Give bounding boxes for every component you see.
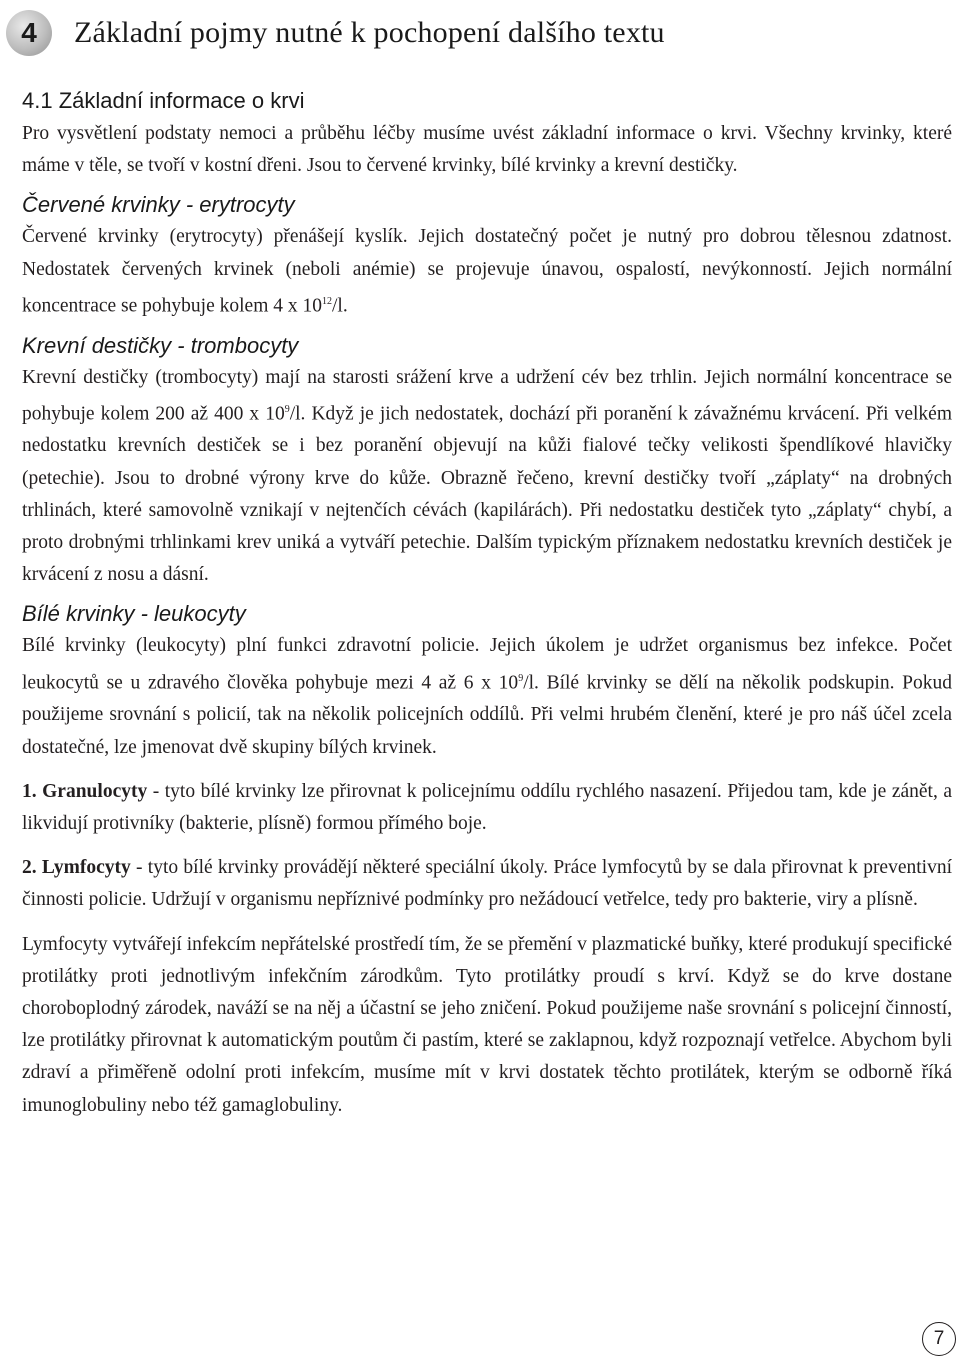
group-label: 1. Granulocyty — [22, 780, 148, 802]
group-item-lymphocytes — [22, 852, 952, 916]
leukocytes-text-a: Bílé krvinky (leukocyty) plní funkci zdravotní policie. Jejich úkolem je udržet organismus bez infekce. Počet leukocytů se u zdravého člověka pohybuje mezi 4 až 6 x 10 — [22, 635, 952, 694]
group-item-granulocytes — [22, 776, 952, 840]
closing-paragraph: Lymfocyty vytvářejí infekcím nepřátelské prostředí tím, že se přemění v plazmatické buňky, které produkují specifické protilátky proti jednotlivým infekčním zárodkům. Tyto protilátky proudí s krví. Když se do krve dostane choroboplodný zárodek, naváží se na něj a účastní se jeho zničení. Pokud použijeme naše srovnání s policejní činností, lze protilátky přirovnat k automatickým poutům či pastím, které se zaklapnou, když rozpoznají vetřelce. Abychom byli zdraví a přiměřeně odolní proti infekcím, musíme mít v krvi dostatek těchto protilátek, kterým se odborně říká imunoglobuliny nebo též gamaglobuliny. — [22, 933, 952, 1116]
thrombocytes-heading: Krevní destičky - trombocyty — [22, 332, 299, 358]
thrombocytes-paragraph — [22, 362, 952, 592]
erythrocytes-paragraph — [22, 221, 952, 322]
leukocytes-text-b: /l. Bílé krvinky se dělí na několik podskupin. Pokud použijeme srovnání s policií, tak na několik policejních oddílů. Při velmi hrubém členění, které je pro náš účel zcela dostatečné, lze jmenovat dvě skupiny bílých krvinek. — [22, 672, 952, 758]
thrombocytes-exponent: 9 — [284, 403, 290, 415]
thrombocytes-text-a: Krevní destičky (trombocyty) mají na starosti srážení krve a udržení cév bez trhlin. Jejich normální koncentrace se pohybuje kolem 200 až 400 x 10 — [22, 366, 952, 425]
group-text: - tyto bílé krvinky lze přirovnat k policejnímu oddílu rychlého nasazení. Přijedou tam, kde je zánět, a likvidují protivníky (bakterie, plísně) formou přímého boje. — [22, 780, 952, 834]
erythrocytes-text: Červené krvinky (erytrocyty) přenášejí kyslík. Jejich dostatečný počet je nutný pro dobrou tělesnou zdatnost. Nedostatek červených krvinek (neboli anémie) se projevuje únavou, ospalostí, nevýkonností. Jejich normální koncentrace se pohybuje kolem 4 x 10 — [22, 226, 952, 317]
chapter-number-badge: 4 — [6, 10, 52, 56]
group-text: - tyto bílé krvinky provádějí některé speciální úkoly. Práce lymfocytů by se dala přirovnat k preventivní činnosti policie. Udržují v organismu nepříznivé podmínky pro nežádoucí vetřelce, tedy pro bakterie, viry a plísně. — [22, 857, 952, 911]
erythrocytes-heading: Červené krvinky - erytrocyty — [22, 192, 295, 218]
intro-paragraph: Pro vysvětlení podstaty nemoci a průběhu léčby musíme uvést základní informace o krvi. Všechny krvinky, které máme v těle, se tvoří v kostní dřeni. Jsou to červené krvinky, bílé krvinky a krevní destičky. — [22, 123, 952, 177]
page-content — [22, 88, 952, 1122]
leukocytes-exponent: 9 — [518, 672, 524, 684]
leukocytes-heading: Bílé krvinky - leukocyty — [22, 601, 246, 627]
erythrocytes-unit: /l. — [332, 295, 348, 317]
thrombocytes-text-b: /l. Když je jich nedostatek, dochází při poranění k závažnému krvácení. Při velkém nedostatku krevních destiček se i bez poranění objevují na kůži fialové tečky velikosti špendlíkové hlavičky (petechie). Jsou to drobné výrony krve do kůže. Obrazně řečeno, krevní destičky tvoří „záplaty“ na drobných trhlinách, které samovolně vznikají v nejtenčích cévách (kapilárách). Při nedostatku destiček tyto „záplaty“ chybí, a proto drobnými trhlinkami krev uniká a vytváří petechie. Dalším typickým příznakem nedostatku krevních destiček je krvácení z nosu a dásní. — [22, 403, 952, 586]
section-title: 4.1 Základní informace o krvi — [22, 88, 305, 113]
group-label: 2. Lymfocyty — [22, 857, 131, 879]
chapter-title: Základní pojmy nutné k pochopení dalšího textu — [74, 16, 665, 49]
page-number: 7 — [922, 1322, 956, 1356]
erythrocytes-exponent: 12 — [322, 295, 332, 307]
chapter-header — [6, 10, 665, 56]
leukocytes-paragraph — [22, 630, 952, 763]
